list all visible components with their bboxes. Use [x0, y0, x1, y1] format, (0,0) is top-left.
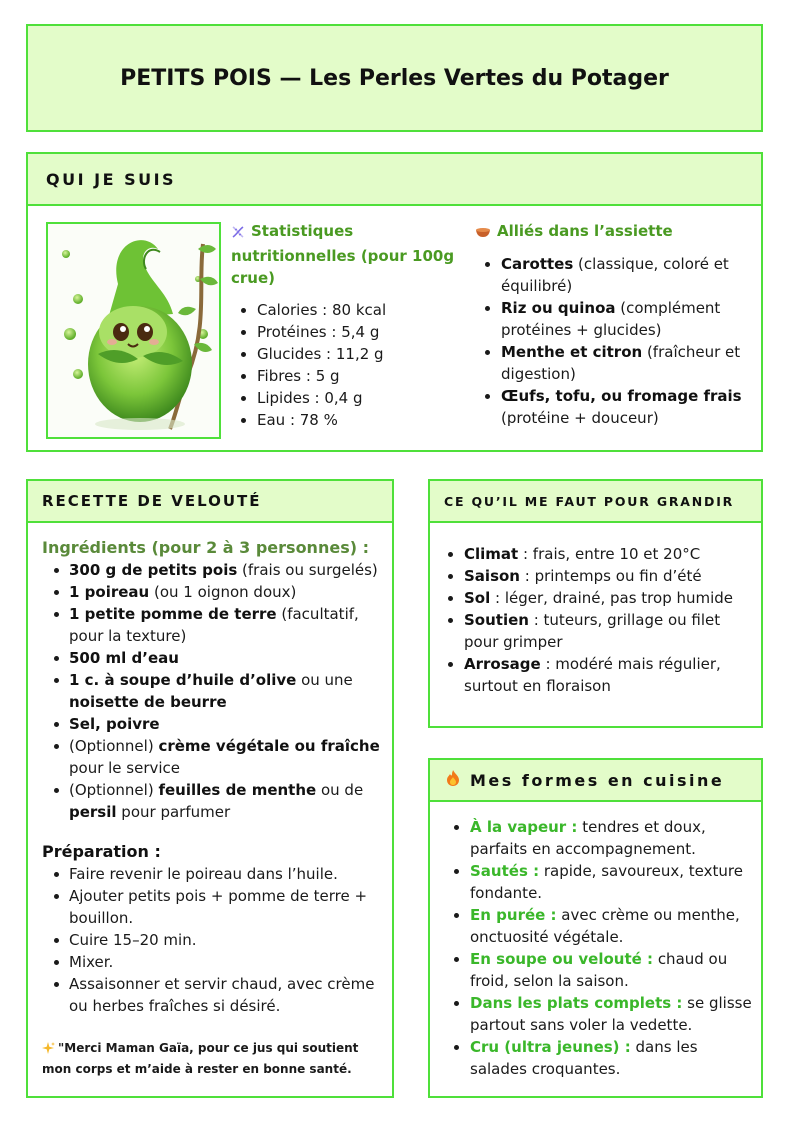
sparkles-icon [42, 1042, 55, 1060]
preparation-heading: Préparation : [42, 842, 161, 861]
recipe-content [42, 537, 387, 1078]
preparation-list [42, 863, 387, 1017]
section-qui-je-suis [26, 152, 763, 452]
pea-character-image [46, 222, 221, 439]
stats-heading: Statistiques nutritionnelles (pour 100g crue) [231, 222, 455, 287]
nutrition-stats [231, 220, 456, 431]
section-title: QUI JE SUIS [46, 169, 177, 189]
growing-list [438, 543, 756, 697]
list-item: Eau : 78 % [231, 409, 456, 431]
list-item: Arrosage : modéré mais régulier, surtout en floraison [438, 653, 756, 697]
page-title: PETITS POIS — Les Perles Vertes du Potager [120, 65, 669, 91]
section-header [28, 154, 761, 206]
list-item: Sautés : rapide, savoureux, texture fondante. [444, 860, 754, 904]
allies-heading: Alliés dans l’assiette [475, 220, 755, 245]
list-item: Dans les plats complets : se glisse partout sans voler la vedette. [444, 992, 754, 1036]
section-header [430, 481, 761, 523]
list-item: Protéines : 5,4 g [231, 321, 456, 343]
list-item: 1 c. à soupe d’huile d’olive ou une noisette de beurre [42, 669, 387, 713]
list-item: (Optionnel) feuilles de menthe ou de persil pour parfumer [42, 779, 387, 823]
allies-plate [475, 220, 755, 429]
list-item: Cuire 15–20 min. [42, 929, 387, 951]
pea-character-illustration [48, 224, 221, 439]
section-title: RECETTE DE VELOUTÉ [42, 492, 262, 510]
section-header [430, 760, 761, 802]
section-title: Mes formes en cuisine [470, 770, 725, 790]
forms-list [444, 816, 754, 1080]
list-item: Climat : frais, entre 10 et 20°C [438, 543, 756, 565]
list-item: 1 petite pomme de terre (facultatif, pour la texture) [42, 603, 387, 647]
list-item: 300 g de petits pois (frais ou surgelés) [42, 559, 387, 581]
list-item: Mixer. [42, 951, 387, 973]
title-banner [26, 24, 763, 132]
list-item: 1 poireau (ou 1 oignon doux) [42, 581, 387, 603]
list-item: Ajouter petits pois + pomme de terre + bouillon. [42, 885, 387, 929]
list-item: Œufs, tofu, ou fromage frais (protéine + douceur) [475, 385, 755, 429]
ingredients-list [42, 559, 387, 823]
stats-list [231, 299, 456, 431]
growing-needs [438, 543, 756, 697]
list-item: Riz ou quinoa (complément protéines + glucides) [475, 297, 755, 341]
section-recette [26, 479, 394, 1098]
list-item: Carottes (classique, coloré et équilibré) [475, 253, 755, 297]
allies-list [475, 253, 755, 429]
section-title: CE QU’IL ME FAUT POUR GRANDIR [444, 493, 735, 509]
dna-icon [231, 223, 245, 245]
list-item: En purée : avec crème ou menthe, onctuosité végétale. [444, 904, 754, 948]
list-item: Fibres : 5 g [231, 365, 456, 387]
list-item: Calories : 80 kcal [231, 299, 456, 321]
ingredients-heading: Ingrédients (pour 2 à 3 personnes) : [42, 538, 369, 557]
list-item: Cru (ultra jeunes) : dans les salades croquantes. [444, 1036, 754, 1080]
list-item: 500 ml d’eau [42, 647, 387, 669]
list-item: Saison : printemps ou fin d’été [438, 565, 756, 587]
fire-icon [444, 769, 462, 791]
list-item: Faire revenir le poireau dans l’huile. [42, 863, 387, 885]
section-header [28, 481, 392, 523]
list-item: Soutien : tuteurs, grillage ou filet pour grimper [438, 609, 756, 653]
list-item: En soupe ou velouté : chaud ou froid, selon la saison. [444, 948, 754, 992]
section-grandir [428, 479, 763, 728]
list-item: Lipides : 0,4 g [231, 387, 456, 409]
list-item: Assaisonner et servir chaud, avec crème ou herbes fraîches si désiré. [42, 973, 387, 1017]
section-formes [428, 758, 763, 1098]
gaia-quote: "Merci Maman Gaïa, pour ce jus qui soutient mon corps et m’aide à rester en bonne santé. [42, 1041, 359, 1076]
list-item: Sol : léger, drainé, pas trop humide [438, 587, 756, 609]
list-item: (Optionnel) crème végétale ou fraîche pour le service [42, 735, 387, 779]
list-item: Sel, poivre [42, 713, 387, 735]
cooking-forms [444, 816, 754, 1080]
list-item: Menthe et citron (fraîcheur et digestion) [475, 341, 755, 385]
list-item: Glucides : 11,2 g [231, 343, 456, 365]
list-item: À la vapeur : tendres et doux, parfaits en accompagnement. [444, 816, 754, 860]
bowl-icon [475, 223, 491, 245]
